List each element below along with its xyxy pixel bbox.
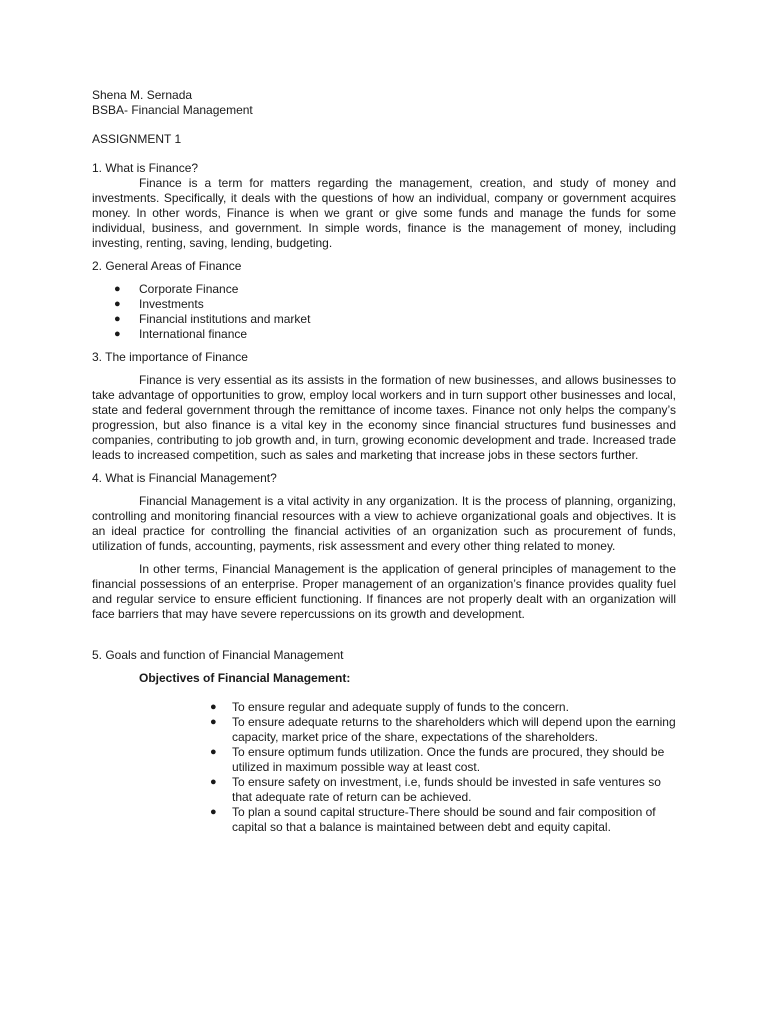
list-item [210, 700, 676, 715]
list-item-text: To plan a sound capital structure-There should be sound and fair composition of capital so that a balance is maintained between debt and equity capital. [232, 805, 656, 834]
list-item [210, 775, 676, 805]
bullet-icon: ● [210, 776, 217, 788]
bullet-icon: ● [114, 313, 121, 325]
bullet-icon: ● [114, 298, 121, 310]
q2-list [92, 282, 676, 342]
bullet-icon: ● [210, 746, 217, 758]
q2-title: 2. General Areas of Finance [92, 259, 242, 273]
q1-title: 1. What is Finance? [92, 161, 199, 175]
q4-paragraph-1: Financial Management is a vital activity in any organization. It is the process of planning, organizing, controlling and monitoring financial resources with a view to achieve organizational goals and objectives. It is an ideal practice for controlling the financial activities of an organization such as procurement of funds, utilization of funds, accounting, payments, risk assessment and every other thing related to money. [92, 494, 676, 553]
q4-paragraph-2: In other terms, Financial Management is the application of general principles of management to the financial possessions of an enterprise. Proper management of an organization’s finance provides quality fuel and regular service to ensure efficient functioning. If finances are not properly dealt with an organization will face barriers that may have severe repercussions on its growth and development. [92, 562, 676, 621]
objectives-list [210, 700, 676, 835]
document-page [92, 88, 676, 835]
bullet-icon: ● [210, 716, 217, 728]
list-item [92, 282, 676, 297]
list-item-text: International finance [139, 327, 248, 341]
list-item-text: To ensure safety on investment, i.e, funds should be invested in safe ventures so that adequate rate of return can be achieved. [232, 775, 661, 804]
list-item-text: To ensure optimum funds utilization. Once the funds are procured, they should be utilized in maximum possible way at least cost. [232, 745, 665, 774]
assignment-title: ASSIGNMENT 1 [92, 132, 182, 146]
q1-text: Finance is a term for matters regarding the management, creation, and study of money and investments. Specifically, it deals with the questions of how an individual, company or government acquires money. In other words, Finance is when we grant or give some funds and manage the funds for some individual, business, and government. In simple words, finance is the management of money, including investing, renting, saving, lending, budgeting. [92, 176, 676, 250]
list-item [210, 805, 676, 835]
bullet-icon: ● [114, 328, 121, 340]
list-item-text: Investments [139, 297, 204, 311]
bullet-icon: ● [210, 806, 217, 818]
list-item [210, 715, 676, 745]
bullet-icon: ● [210, 701, 217, 713]
q4-title: 4. What is Financial Management? [92, 471, 277, 485]
list-item [92, 312, 676, 327]
q3-text: Finance is very essential as its assists in the formation of new businesses, and allows businesses to take advantage of opportunities to grow, employ local workers and in turn support other businesses and local, state and federal government through the remittance of income taxes. Finance not only helps the company’s progression, but also finance is a vital key in the economy since financial structures fund businesses and companies, contributing to job growth and, in turn, growing economic development and trade. Increased trade leads to increased competition, such as sales and marketing that increase jobs in these sectors further. [92, 373, 676, 462]
author-name: Shena M. Sernada [92, 88, 193, 102]
list-item [92, 327, 676, 342]
q3-title: 3. The importance of Finance [92, 350, 248, 364]
q5-title: 5. Goals and function of Financial Management [92, 648, 344, 662]
list-item-text: Corporate Finance [139, 282, 239, 296]
course-name: BSBA- Financial Management [92, 103, 253, 117]
bullet-icon: ● [114, 283, 121, 295]
objectives-heading: Objectives of Financial Management: [139, 671, 351, 685]
list-item-text: Financial institutions and market [139, 312, 311, 326]
list-item [92, 297, 676, 312]
list-item-text: To ensure regular and adequate supply of funds to the concern. [232, 700, 569, 714]
list-item [210, 745, 676, 775]
list-item-text: To ensure adequate returns to the shareholders which will depend upon the earning capacity, market price of the share, expectations of the shareholders. [232, 715, 676, 744]
